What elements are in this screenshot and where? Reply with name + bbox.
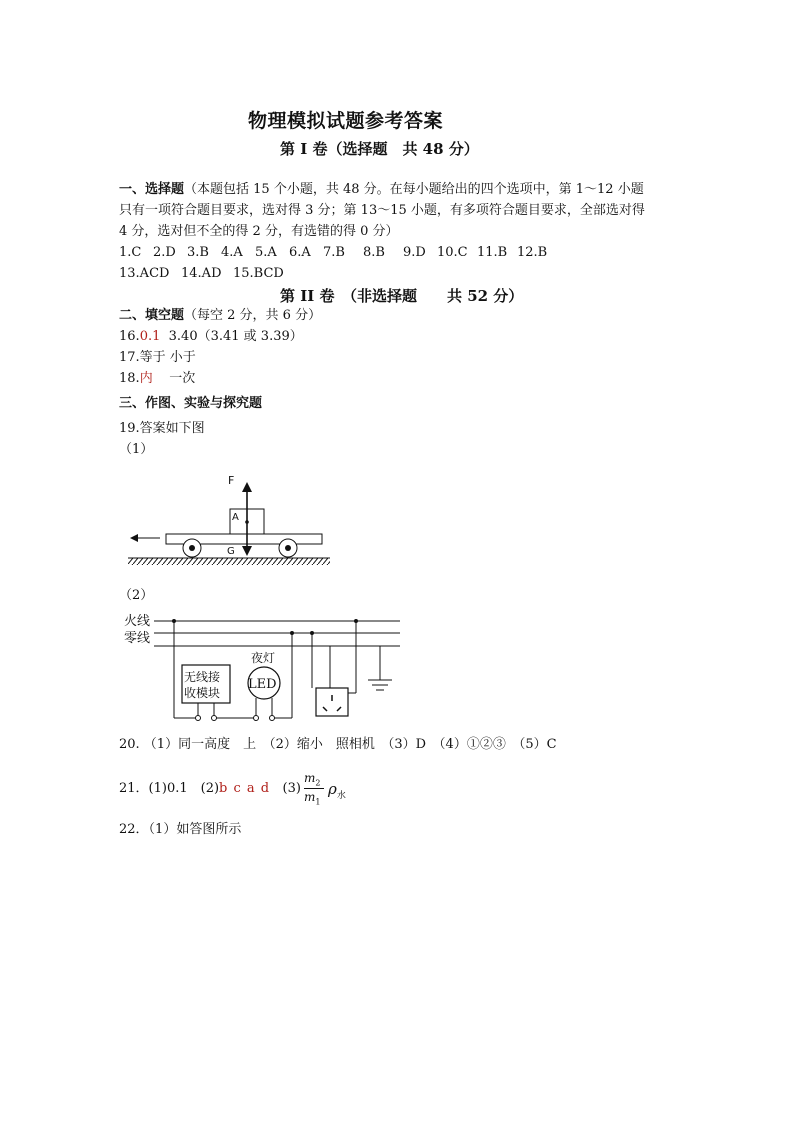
mcq-answer: 12.B	[517, 245, 548, 260]
fill-section	[119, 308, 321, 324]
mcq-answer: 1.C	[119, 245, 142, 260]
led-label: LED	[248, 677, 277, 692]
q17-answer: 17.等于 小于	[119, 350, 196, 365]
exp-section-label: 三、作图、实验与探究题	[119, 396, 263, 411]
q16-answer	[119, 329, 303, 345]
neutral-wire-label: 零线	[124, 631, 151, 646]
night-light-label: 夜灯	[251, 651, 276, 665]
q21-answer	[119, 781, 301, 797]
q21-part3-label: (3)	[282, 781, 301, 796]
q19-part2-label: （2）	[119, 588, 154, 603]
wireless-module-line1: 无线接	[184, 670, 221, 684]
three-pin-socket	[316, 688, 348, 716]
wireless-module-line2: 收模块	[184, 686, 221, 700]
formula-rho: $\rho_水$	[328, 780, 346, 801]
part2-heading: 第 II 卷 （非选择题 共 52 分）	[280, 287, 524, 305]
mcq-answer: 4.A	[221, 245, 243, 260]
instructions-line3: 4 分，选对但不全的得 2 分，有选错的得 0 分）	[119, 224, 399, 239]
instructions-line1: （本题包括 15 个小题，共 48 分。在每小题给出的四个选项中，第 1～12 小题	[184, 182, 644, 197]
q16-answer-b: 3.40（3.41 或 3.39）	[168, 329, 303, 344]
mcq-answer: 9.D	[403, 245, 426, 260]
q19-part1-label: （1）	[119, 442, 154, 457]
mcq-answers-row1	[119, 245, 557, 261]
q18-number: 18.	[119, 371, 140, 386]
ground-hatching	[128, 558, 330, 565]
wheel-right	[279, 539, 297, 557]
mcq-answer: 6.A	[289, 245, 311, 260]
q16-number: 16.	[119, 329, 140, 344]
fill-note: （每空 2 分，共 6 分）	[184, 308, 322, 323]
socket-wiring	[310, 619, 358, 693]
mcq-answer: 15.BCD	[233, 266, 284, 281]
q18-answer	[119, 371, 195, 387]
q18-answer-b: 一次	[169, 371, 196, 386]
force-origin-dot	[245, 520, 249, 524]
live-wire-label: 火线	[124, 614, 151, 629]
block-a-label: A	[232, 512, 239, 523]
mcq-answers-row2	[119, 266, 283, 282]
q19-label: 19.答案如下图	[119, 421, 205, 436]
mcq-answer: 7.B	[323, 245, 345, 260]
section1-instructions	[119, 182, 644, 198]
mcq-answer: 2.D	[153, 245, 176, 260]
wheel-left	[183, 539, 201, 557]
force-f-label: F	[228, 474, 235, 487]
motion-arrow	[130, 534, 160, 542]
circuit-diagram	[118, 608, 408, 728]
q20-answer: 20. （1）同一高度 上 （2）缩小 照相机 （3）D （4）①②③ （5）C	[119, 737, 557, 752]
formula-numerator: $m_2$	[304, 771, 321, 788]
mcq-answer: 13.ACD	[119, 266, 170, 281]
part1-heading: 第 I 卷（选择题 共 48 分）	[280, 140, 479, 158]
q21-sequence: b c a d	[219, 781, 271, 796]
ground-symbol	[368, 646, 392, 690]
mcq-answer: 5.A	[255, 245, 277, 260]
q22-answer: 22．（1）如答图所示	[119, 822, 242, 837]
section1-label: 一、选择题	[119, 182, 185, 197]
q16-answer-a: 0.1	[139, 329, 161, 344]
fill-label: 二、填空题	[119, 308, 185, 323]
mcq-answer: 8.B	[363, 245, 385, 260]
force-diagram	[118, 468, 338, 573]
mcq-answer: 11.B	[477, 245, 508, 260]
formula-denominator: $m_1$	[304, 790, 321, 807]
page-title: 物理模拟试题参考答案	[248, 110, 444, 132]
formula-fraction-bar	[304, 788, 324, 789]
mcq-answer: 14.AD	[181, 266, 222, 281]
mcq-answer: 3.B	[187, 245, 209, 260]
q18-answer-a: 内	[139, 371, 153, 386]
mcq-answer: 10.C	[437, 245, 468, 260]
q21-parts: 21．(1)0.1 (2)	[119, 781, 220, 796]
module-terminals	[196, 703, 255, 721]
gravity-g-label: G	[227, 546, 235, 557]
instructions-line2: 只有一项符合题目要求，选对得 3 分；第 13～15 小题，有多项符合题目要求，全部选对得	[119, 203, 645, 218]
